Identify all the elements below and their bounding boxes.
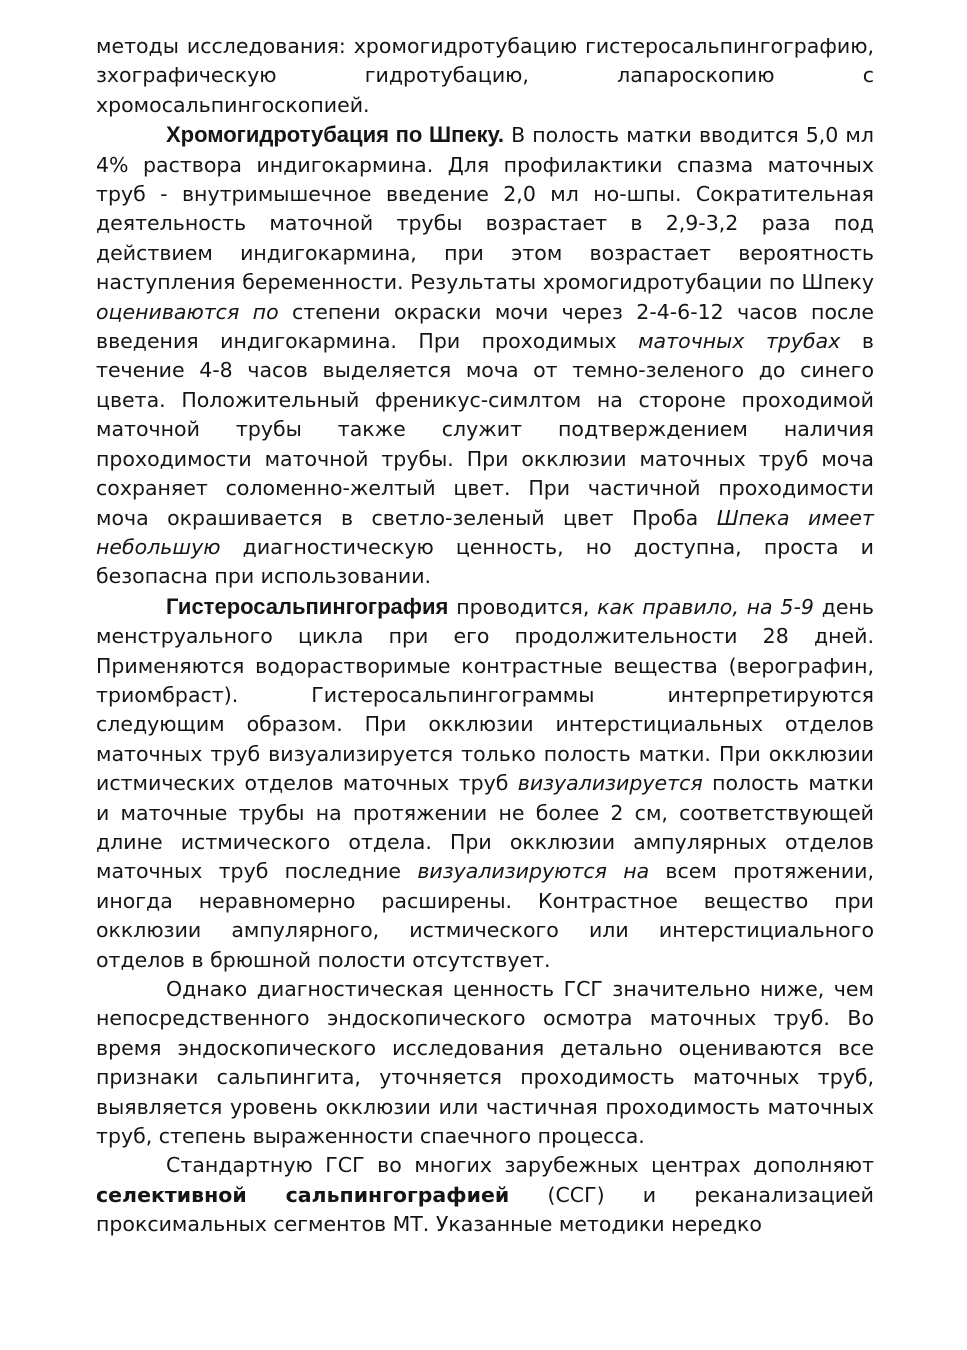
italic-text: оцениваются по [96,299,279,324]
paragraph-text: методы исследования: хромогидротубацию гистеросальпингографию, зхографическую гидротубацию, лапароскопию с хромосальпингоскопией. [96,34,874,117]
italic-text: как правило, на 5-9 [597,594,814,619]
paragraph-text: полость матки и маточные трубы на протяжении не более 2 см, соответствующей длине истмического отдела. При окклюзии ампулярных отделов маточных труб последние [96,771,874,884]
paragraph-text: проводится, [448,594,598,619]
paragraph-text: день менструального цикла при его продолжительности 28 дней. Применяются водорастворимые контрастные вещества (верографин, триомбраст). Гистеросальпингограммы интерпретируются следующим образом. При окклюзии интерстициальных отделов маточных труб визуализируется только полость матки. При окклюзии истмических отделов маточных труб [96,594,874,796]
paragraph-diagnostic-value [96,975,874,1151]
document-page [96,32,874,1240]
paragraph-text: всем протяжении, иногда неравномерно расширены. Контрастное вещество при окклюзии ампулярного, истмического или интерстициального отделов в брюшной полости отсутствует. [96,859,874,972]
italic-text: маточных трубах [638,329,841,354]
italic-text: Шпека имеет небольшую [96,505,874,559]
paragraph-text: В полость матки вводится 5,0 мл 4% раствора индигокармина. Для профилактики спазма маточных труб - внутримышечное введение 2,0 мл но-шпы. Сократительная деятельность маточной трубы возрастает в 2,9-3,2 раза под действием индигокармина, при этом возрастает вероятность наступления беременности. Результаты хромогидротубации по Шпеку [96,123,874,295]
section-heading-chromohydrotubation: Хромогидротубация по Шпеку. [166,122,505,148]
section-heading-hysterosalpingography: Гистеросальпингография [166,593,449,619]
paragraph-text: диагностическую ценность, но доступна, проста и безопасна при использовании. [96,534,874,589]
italic-text: визуализируется [517,771,703,796]
paragraph-text: (ССГ) и реканализацией проксимальных сегментов МТ. Указанные методики нередко [96,1182,874,1237]
paragraph-selective-salpingography [96,1151,874,1239]
paragraph-text: Стандартную ГСГ во многих зарубежных центрах дополняют [166,1153,874,1178]
italic-text: визуализируются на [417,859,650,884]
paragraph-text: степени окраски мочи через 2-4-6-12 часов после введения индигокармина. При проходимых [96,299,874,354]
paragraph-hysterosalpingography [96,592,874,975]
paragraph-text: Однако диагностическая ценность ГСГ значительно ниже, чем непосредственного эндоскопического осмотра маточных труб. Во время эндоскопического исследования детально оцениваются все признаки сальпингита, уточняется проходимость маточных труб, выявляется уровень окклюзии или частичная проходимость маточных труб, степень выраженности спаечного процесса. [96,977,874,1149]
paragraph-text: в течение 4-8 часов выделяется моча от темно-зеленого до синего цвета. Положительный френикус-симлтом на стороне проходимой маточной трубы также служит подтверждением наличия проходимости маточной трубы. При окклюзии маточных труб моча сохраняет соломенно-желтый цвет. При частичной проходимости моча окрашивается в светло-зеленый цвет Проба [96,329,874,530]
bold-term: селективной сальпингографией [96,1182,510,1207]
paragraph-methods-list [96,32,874,120]
paragraph-chromohydrotubation [96,120,874,592]
